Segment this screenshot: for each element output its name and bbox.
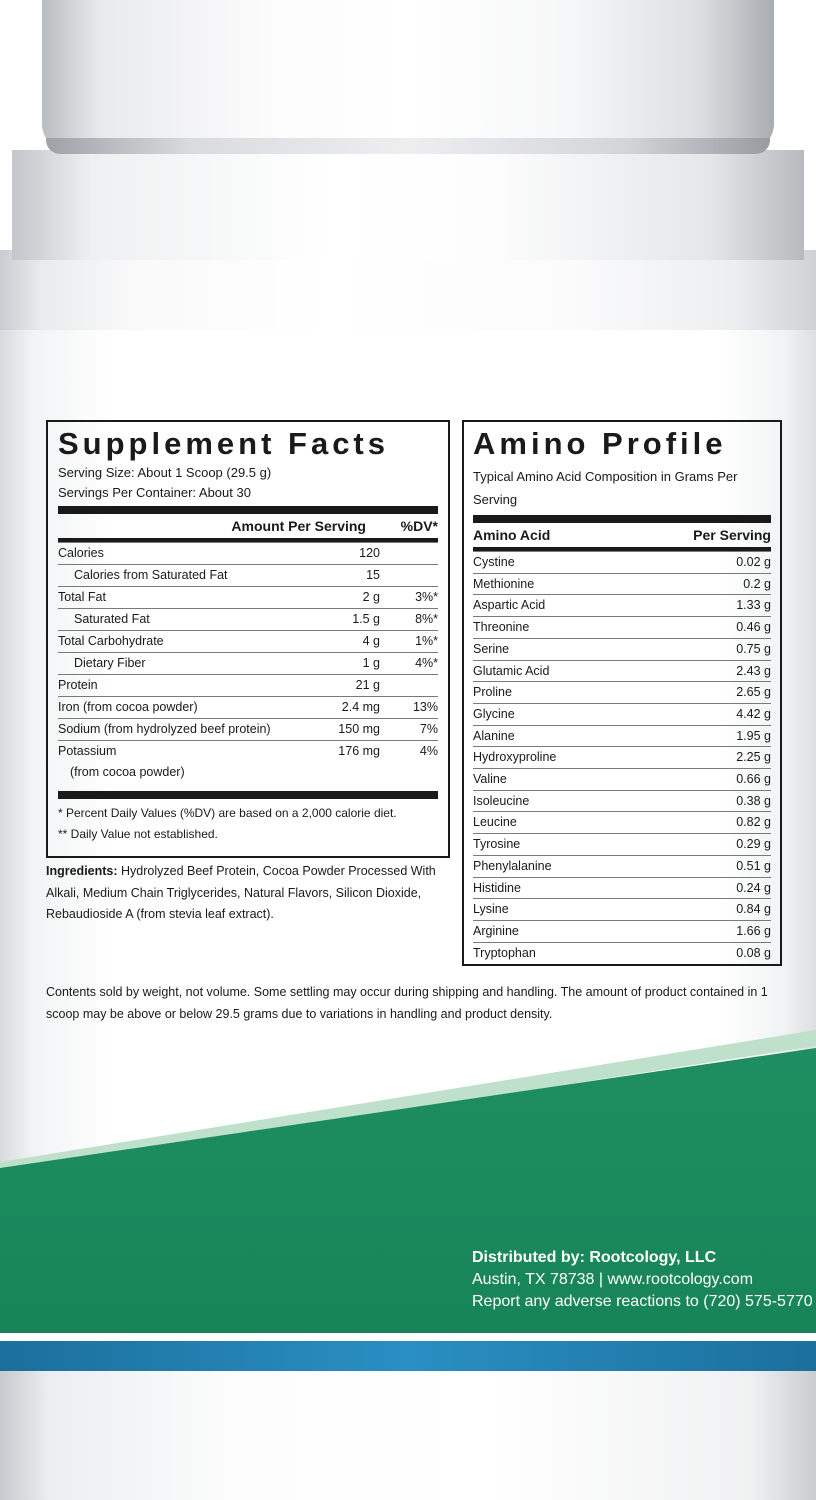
amino-acid-name: Glycine (473, 706, 515, 721)
distributor-block (472, 1247, 813, 1313)
ingredients-text: Hydrolyzed Beef Protein, Cocoa Powder Processed With Alkali, Medium Chain Triglycerides, Natural Flavors, Silicon Dioxide, Rebaudioside A (from stevia leaf extract). (46, 864, 436, 921)
nutrient-name (58, 741, 300, 783)
table-row (473, 703, 771, 725)
table-row (473, 855, 771, 877)
header-amount: Amount Per Serving (231, 518, 366, 534)
table-row (473, 833, 771, 855)
bottle-lid-rim (46, 138, 770, 154)
facts-header (58, 514, 438, 538)
table-row (58, 652, 438, 674)
nutrient-dv: 4%* (415, 656, 438, 670)
divider-thick (473, 515, 771, 523)
nutrient-dv: 4% (419, 744, 438, 758)
amino-acid-value: 0.08 g (736, 945, 771, 960)
amino-acid-name: Tyrosine (473, 837, 521, 852)
nutrient-name: Calories from Saturated Fat (74, 568, 228, 582)
nutrient-name-main: Potassium (58, 744, 117, 758)
bottle-base (0, 1371, 816, 1500)
table-row (58, 586, 438, 608)
amino-acid-value: 4.42 g (736, 706, 771, 721)
nutrient-amount: 4 g (362, 634, 380, 648)
footnote-dv-not-established: ** Daily Value not established. (58, 827, 218, 841)
nutrient-dv (380, 543, 438, 564)
divider-thick (58, 506, 438, 514)
amino-acid-name: Alanine (473, 728, 515, 743)
table-row (473, 551, 771, 573)
nutrient-name: Protein (58, 678, 98, 692)
amino-profile-title: Amino Profile (473, 426, 727, 461)
table-row (473, 877, 771, 899)
nutrient-dv: 7% (419, 722, 438, 736)
table-row (473, 594, 771, 616)
footnote-dv: * Percent Daily Values (%DV) are based on a 2,000 calorie diet. (58, 806, 397, 820)
amino-acid-value: 2.65 g (736, 685, 771, 700)
white-stripe (0, 1333, 816, 1341)
amino-acid-name: Methionine (473, 576, 535, 591)
distributor-line: Distributed by: Rootcology, LLC (472, 1249, 717, 1266)
nutrient-name: Iron (from cocoa powder) (58, 700, 198, 714)
table-row (473, 942, 771, 964)
table-row (473, 790, 771, 812)
ingredients-label: Ingredients: (46, 864, 118, 878)
nutrient-dv: 3%* (415, 590, 438, 604)
amino-acid-name: Arginine (473, 923, 519, 938)
nutrient-name-sub: (from cocoa powder) (70, 765, 185, 779)
amino-acid-value: 0.46 g (736, 620, 771, 635)
amino-acid-value: 0.29 g (736, 837, 771, 852)
distributor-address: Austin, TX 78738 | www.rootcology.com (472, 1271, 754, 1288)
amino-acid-value: 0.66 g (736, 772, 771, 787)
nutrient-dv (380, 675, 438, 696)
amino-header (473, 523, 771, 547)
table-row (58, 564, 438, 586)
amino-acid-name: Proline (473, 685, 512, 700)
amino-acid-value: 1.95 g (736, 728, 771, 743)
amino-acid-name: Glutamic Acid (473, 663, 550, 678)
amino-acid-name: Serine (473, 641, 510, 656)
amino-acid-value: 0.38 g (736, 793, 771, 808)
amino-acid-value: 1.33 g (736, 598, 771, 613)
amino-acid-name: Cystine (473, 555, 515, 569)
nutrient-amount: 2.4 mg (341, 700, 380, 714)
table-row (58, 630, 438, 652)
amino-acid-name: Isoleucine (473, 793, 530, 808)
amino-acid-value: 0.24 g (736, 880, 771, 895)
nutrient-name: Calories (58, 546, 104, 560)
table-row (473, 573, 771, 595)
table-row (473, 681, 771, 703)
table-row (473, 811, 771, 833)
amino-acid-value: 0.51 g (736, 858, 771, 873)
amino-acid-name: Valine (473, 772, 507, 787)
amino-acid-value: 0.02 g (736, 555, 771, 569)
amino-acid-value: 0.84 g (736, 902, 771, 917)
nutrient-dv (380, 565, 438, 586)
serving-size: Serving Size: About 1 Scoop (29.5 g) (58, 465, 272, 480)
table-row (58, 718, 438, 740)
table-row (58, 542, 438, 564)
nutrient-dv: 1%* (415, 634, 438, 648)
amino-acid-value: 2.25 g (736, 750, 771, 765)
nutrient-dv: 8%* (415, 612, 438, 626)
nutrient-name: Total Fat (58, 590, 106, 604)
amino-acid-name: Lysine (473, 902, 509, 917)
nutrient-name: Saturated Fat (74, 612, 150, 626)
header-amino-acid: Amino Acid (473, 527, 551, 543)
amino-acid-name: Tryptophan (473, 945, 536, 960)
nutrient-amount: 2 g (362, 590, 380, 604)
table-row (58, 740, 438, 783)
nutrient-name: Dietary Fiber (74, 656, 146, 670)
amino-acid-name: Hydroxyproline (473, 750, 557, 765)
header-dv: %DV* (400, 518, 438, 534)
table-row (473, 638, 771, 660)
amino-acid-name: Phenylalanine (473, 858, 552, 873)
nutrient-name: Sodium (from hydrolyzed beef protein) (58, 722, 271, 736)
nutrient-amount: 21 g (355, 678, 380, 692)
amino-rows (473, 551, 771, 963)
bottle-neck (12, 150, 804, 260)
amino-acid-value: 0.82 g (736, 815, 771, 830)
amino-profile-subtitle: Typical Amino Acid Composition in Grams Per Serving (473, 469, 738, 507)
amino-acid-value: 0.2 g (743, 576, 771, 591)
amino-acid-value: 1.66 g (736, 923, 771, 938)
bottle-lid (42, 0, 774, 150)
amino-acid-name: Aspartic Acid (473, 598, 546, 613)
nutrient-amount: 1 g (362, 656, 380, 670)
amino-acid-value: 0.75 g (736, 641, 771, 656)
header-per-serving: Per Serving (693, 527, 771, 543)
nutrient-dv: 13% (412, 700, 438, 714)
servings-per-container: Servings Per Container: About 30 (58, 485, 251, 500)
distributor-contact: Report any adverse reactions to (720) 575-5770 (472, 1293, 813, 1310)
table-row (473, 725, 771, 747)
amino-acid-name: Leucine (473, 815, 517, 830)
table-row (473, 920, 771, 942)
nutrient-amount: 176 mg (338, 744, 380, 758)
amino-acid-name: Threonine (473, 620, 530, 635)
ingredients (46, 861, 446, 926)
contents-note: Contents sold by weight, not volume. Some settling may occur during shipping and handling. The amount of product contained in 1 scoop may be above or below 29.5 grams due to variations in handling and product density. (46, 985, 768, 1021)
supplement-facts-panel (46, 420, 450, 858)
table-row (473, 768, 771, 790)
table-row (58, 608, 438, 630)
nutrient-amount: 15 (366, 568, 380, 582)
table-row (473, 616, 771, 638)
nutrient-amount: 1.5 g (352, 612, 380, 626)
table-row (473, 660, 771, 682)
nutrient-name: Total Carbohydrate (58, 634, 164, 648)
divider-thick (58, 791, 438, 799)
table-row (473, 746, 771, 768)
supplement-facts-title: Supplement Facts (58, 426, 389, 461)
table-row (58, 696, 438, 718)
blue-band (0, 1341, 816, 1371)
amino-acid-name: Histidine (473, 880, 521, 895)
table-row (473, 898, 771, 920)
nutrient-amount: 150 mg (338, 722, 380, 736)
table-row (58, 674, 438, 696)
nutrient-amount: 120 (359, 546, 380, 560)
amino-profile-panel (462, 420, 782, 966)
amino-acid-value: 2.43 g (736, 663, 771, 678)
